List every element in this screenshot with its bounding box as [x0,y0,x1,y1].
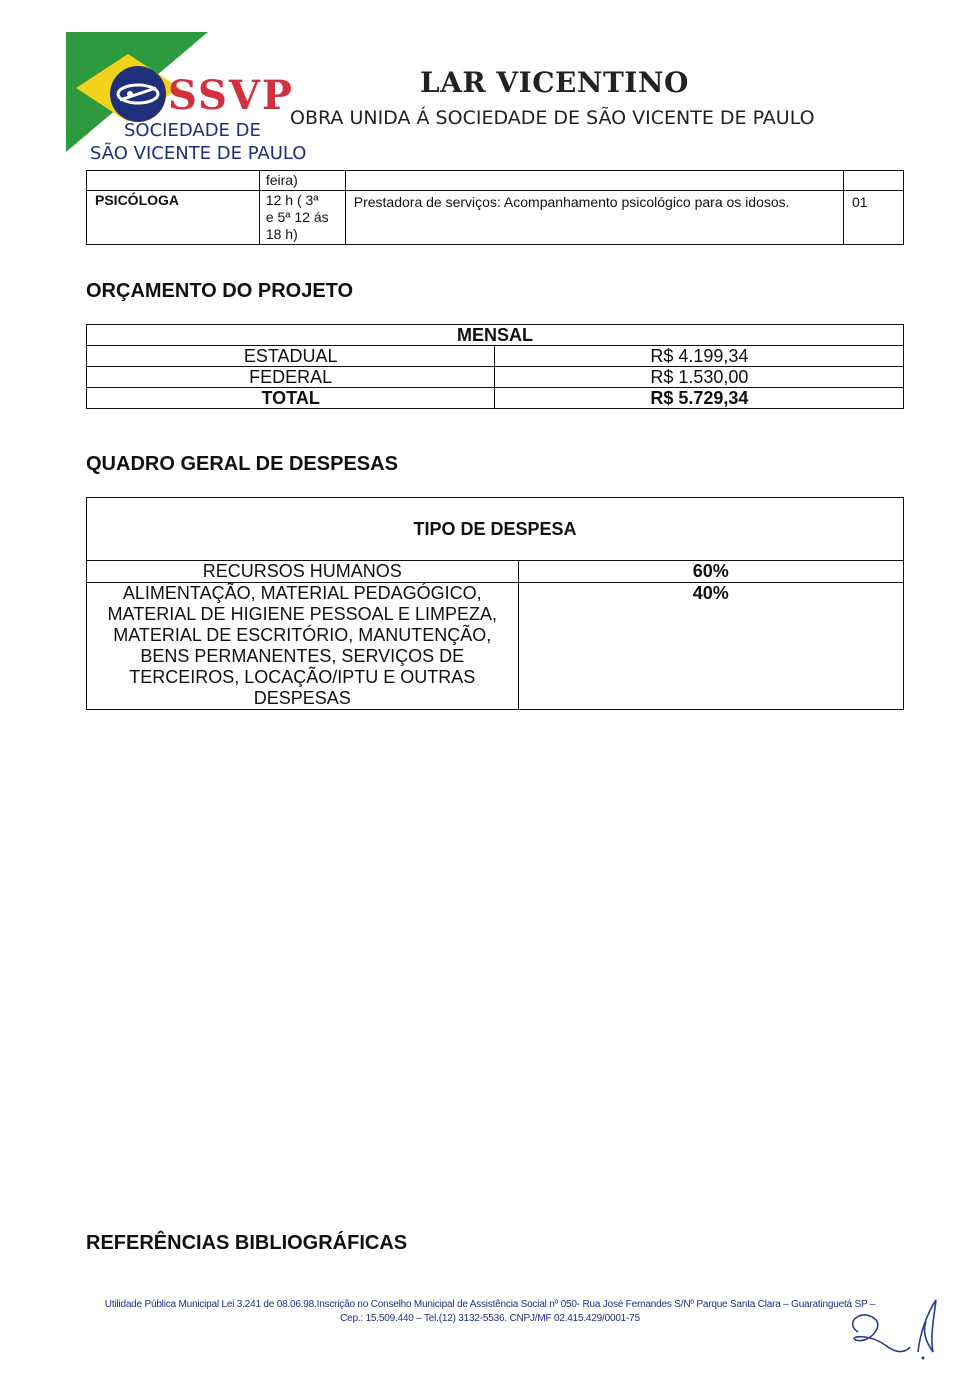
references-heading: REFERÊNCIAS BIBLIOGRÁFICAS [86,1232,408,1254]
budget-heading: ORÇAMENTO DO PROJETO [86,280,354,302]
footer-line2: Cep.: 15.509.440 – Tel.(12) 3132-5536. CNPJ/MF 02.415.429/0001-75 [340,1313,640,1324]
column-header: MENSAL [87,325,904,346]
handwritten-signature [838,1292,948,1367]
table-row [87,388,904,409]
role-cell: PSICÓLOGA [87,191,260,245]
table-header-row [87,325,904,346]
expenses-heading: QUADRO GERAL DE DESPESAS [86,453,398,475]
table-row [87,191,904,245]
logo-word: SSVP [168,72,295,119]
budget-value: R$ 1.530,00 [495,367,904,388]
column-header: TIPO DE DESPESA [87,498,904,561]
hours-line: e 5ª 12 ás [265,209,329,225]
expense-label [87,583,519,710]
table-header-row [87,498,904,561]
budget-label: FEDERAL [87,367,495,388]
expense-label-line: MATERIAL DE HIGIENE PESSOAL E LIMPEZA, [107,604,497,624]
hours-line: 18 h) [265,226,298,242]
expense-label-line: BENS PERMANENTES, SERVIÇOS DE [140,646,465,666]
budget-table [86,324,904,409]
budget-total-value: R$ 5.729,34 [495,388,904,409]
expense-value: 40% [518,583,903,710]
expense-label [87,561,519,583]
expense-label-line: ALIMENTAÇÃO, MATERIAL PEDAGÓGICO, [122,583,482,603]
expense-table [86,497,904,710]
table-row [87,346,904,367]
expense-label-line: TERCEIROS, LOCAÇÃO/IPTU E OUTRAS [129,667,476,687]
staff-table [86,170,904,245]
quantity-cell: 01 [844,191,904,245]
hours-line: 12 h ( 3ª [265,192,319,208]
budget-total-label: TOTAL [87,388,495,409]
hours-cell [259,191,345,245]
logo-text-line1: SOCIEDADE DE [124,120,261,141]
budget-value: R$ 4.199,34 [495,346,904,367]
expense-label-line: DESPESAS [253,688,351,708]
table-row [87,367,904,388]
budget-label: ESTADUAL [87,346,495,367]
logo-text-line2: SÃO VICENTE DE PAULO [90,143,307,164]
organization-title: LAR VICENTINO [420,66,689,99]
table-row [87,171,904,191]
description-cell: Prestadora de serviços: Acompanhamento psicológico para os idosos. [345,191,843,245]
hours-fragment-cell: feira) [259,171,345,191]
expense-label-line: RECURSOS HUMANOS [202,561,402,581]
organization-subtitle: OBRA UNIDA Á SOCIEDADE DE SÃO VICENTE DE PAULO [290,107,815,129]
table-row [87,583,904,710]
footer-line1: Utilidade Pública Municipal Lei 3.241 de 08.06.98.Inscrição no Conselho Municipal de Assistência Social nº 050- Rua José Fernandes S/Nº Parque Santa Clara – Guaratinguetá SP – [104,1299,876,1310]
expense-label-line: MATERIAL DE ESCRITÓRIO, MANUTENÇÃO, [113,625,492,645]
expense-value: 60% [518,561,903,583]
table-row [87,561,904,583]
